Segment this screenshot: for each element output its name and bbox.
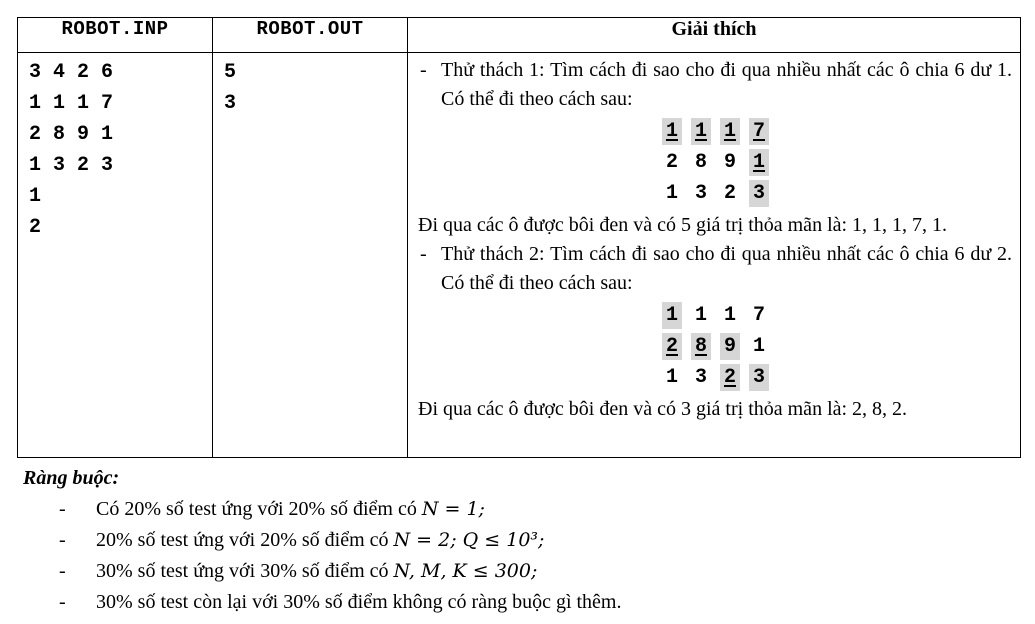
grid-cell: 1 <box>665 182 678 205</box>
input-line: 2 8 9 1 <box>29 123 114 146</box>
output-line: 5 <box>224 61 237 84</box>
output-cell <box>213 53 408 458</box>
challenge2-grid <box>662 300 1012 393</box>
grid-cell: 1 <box>752 335 765 358</box>
grid-cell: 1 <box>662 118 682 145</box>
constraint-item: - 30% số test còn lại với 30% số điểm không có ràng buộc gì thêm. <box>59 591 622 613</box>
grid-cell: 1 <box>694 304 707 327</box>
grid-cell: 2 <box>665 151 678 174</box>
example-table <box>17 17 1021 458</box>
grid-cell: 7 <box>749 118 769 145</box>
input-line: 3 4 2 6 <box>29 61 114 84</box>
constraints-section <box>23 463 1013 618</box>
constraints-title: Ràng buộc: <box>23 467 120 489</box>
constraint-item: - 30% số test ứng với 30% số điểm có N, M, K ≤ 300; <box>59 560 538 582</box>
input-line: 1 <box>29 185 42 208</box>
grid-cell: 1 <box>662 302 682 329</box>
grid-row <box>662 147 1012 178</box>
challenge2-summary: Đi qua các ô được bôi đen và có 3 giá trị thỏa mãn là: 2, 8, 2. <box>418 398 908 420</box>
grid-cell: 9 <box>723 151 736 174</box>
grid-cell: 3 <box>694 366 707 389</box>
grid-cell: 7 <box>752 304 765 327</box>
grid-row <box>662 362 1012 393</box>
input-line: 2 <box>29 216 42 239</box>
grid-cell: 2 <box>723 182 736 205</box>
grid-row <box>662 300 1012 331</box>
grid-row <box>662 178 1012 209</box>
grid-cell: 3 <box>749 180 769 207</box>
input-line: 1 1 1 7 <box>29 92 114 115</box>
grid-cell: 1 <box>665 366 678 389</box>
output-line: 3 <box>224 92 237 115</box>
challenge1-summary: Đi qua các ô được bôi đen và có 5 giá trị thỏa mãn là: 1, 1, 1, 7, 1. <box>418 214 948 236</box>
grid-cell: 2 <box>720 364 740 391</box>
header-explanation: Giải thích <box>408 18 1021 53</box>
input-line: 1 3 2 3 <box>29 154 114 177</box>
challenge1-grid <box>662 116 1012 209</box>
header-input: ROBOT.INP <box>18 18 213 53</box>
explanation-cell <box>408 53 1021 458</box>
grid-cell: 9 <box>720 333 740 360</box>
constraint-item: - Có 20% số test ứng với 20% số điểm có N = 1; <box>59 498 485 520</box>
input-cell <box>18 53 213 458</box>
grid-row <box>662 116 1012 147</box>
challenge2-text: - Thử thách 2: Tìm cách đi sao cho đi qua nhiều nhất các ô chia 6 dư 2. Có thể đi theo cách sau: <box>420 243 1012 294</box>
challenge1-text: - Thử thách 1: Tìm cách đi sao cho đi qua nhiều nhất các ô chia 6 dư 1. Có thể đi theo cách sau: <box>420 59 1012 110</box>
grid-cell: 3 <box>694 182 707 205</box>
constraint-item: - 20% số test ứng với 20% số điểm có N = 2; Q ≤ 10³; <box>59 529 545 551</box>
grid-cell: 8 <box>691 333 711 360</box>
grid-row <box>662 331 1012 362</box>
grid-cell: 1 <box>749 149 769 176</box>
header-output: ROBOT.OUT <box>213 18 408 53</box>
grid-cell: 3 <box>749 364 769 391</box>
grid-cell: 8 <box>694 151 707 174</box>
grid-cell: 1 <box>723 304 736 327</box>
grid-cell: 2 <box>662 333 682 360</box>
grid-cell: 1 <box>720 118 740 145</box>
grid-cell: 1 <box>691 118 711 145</box>
